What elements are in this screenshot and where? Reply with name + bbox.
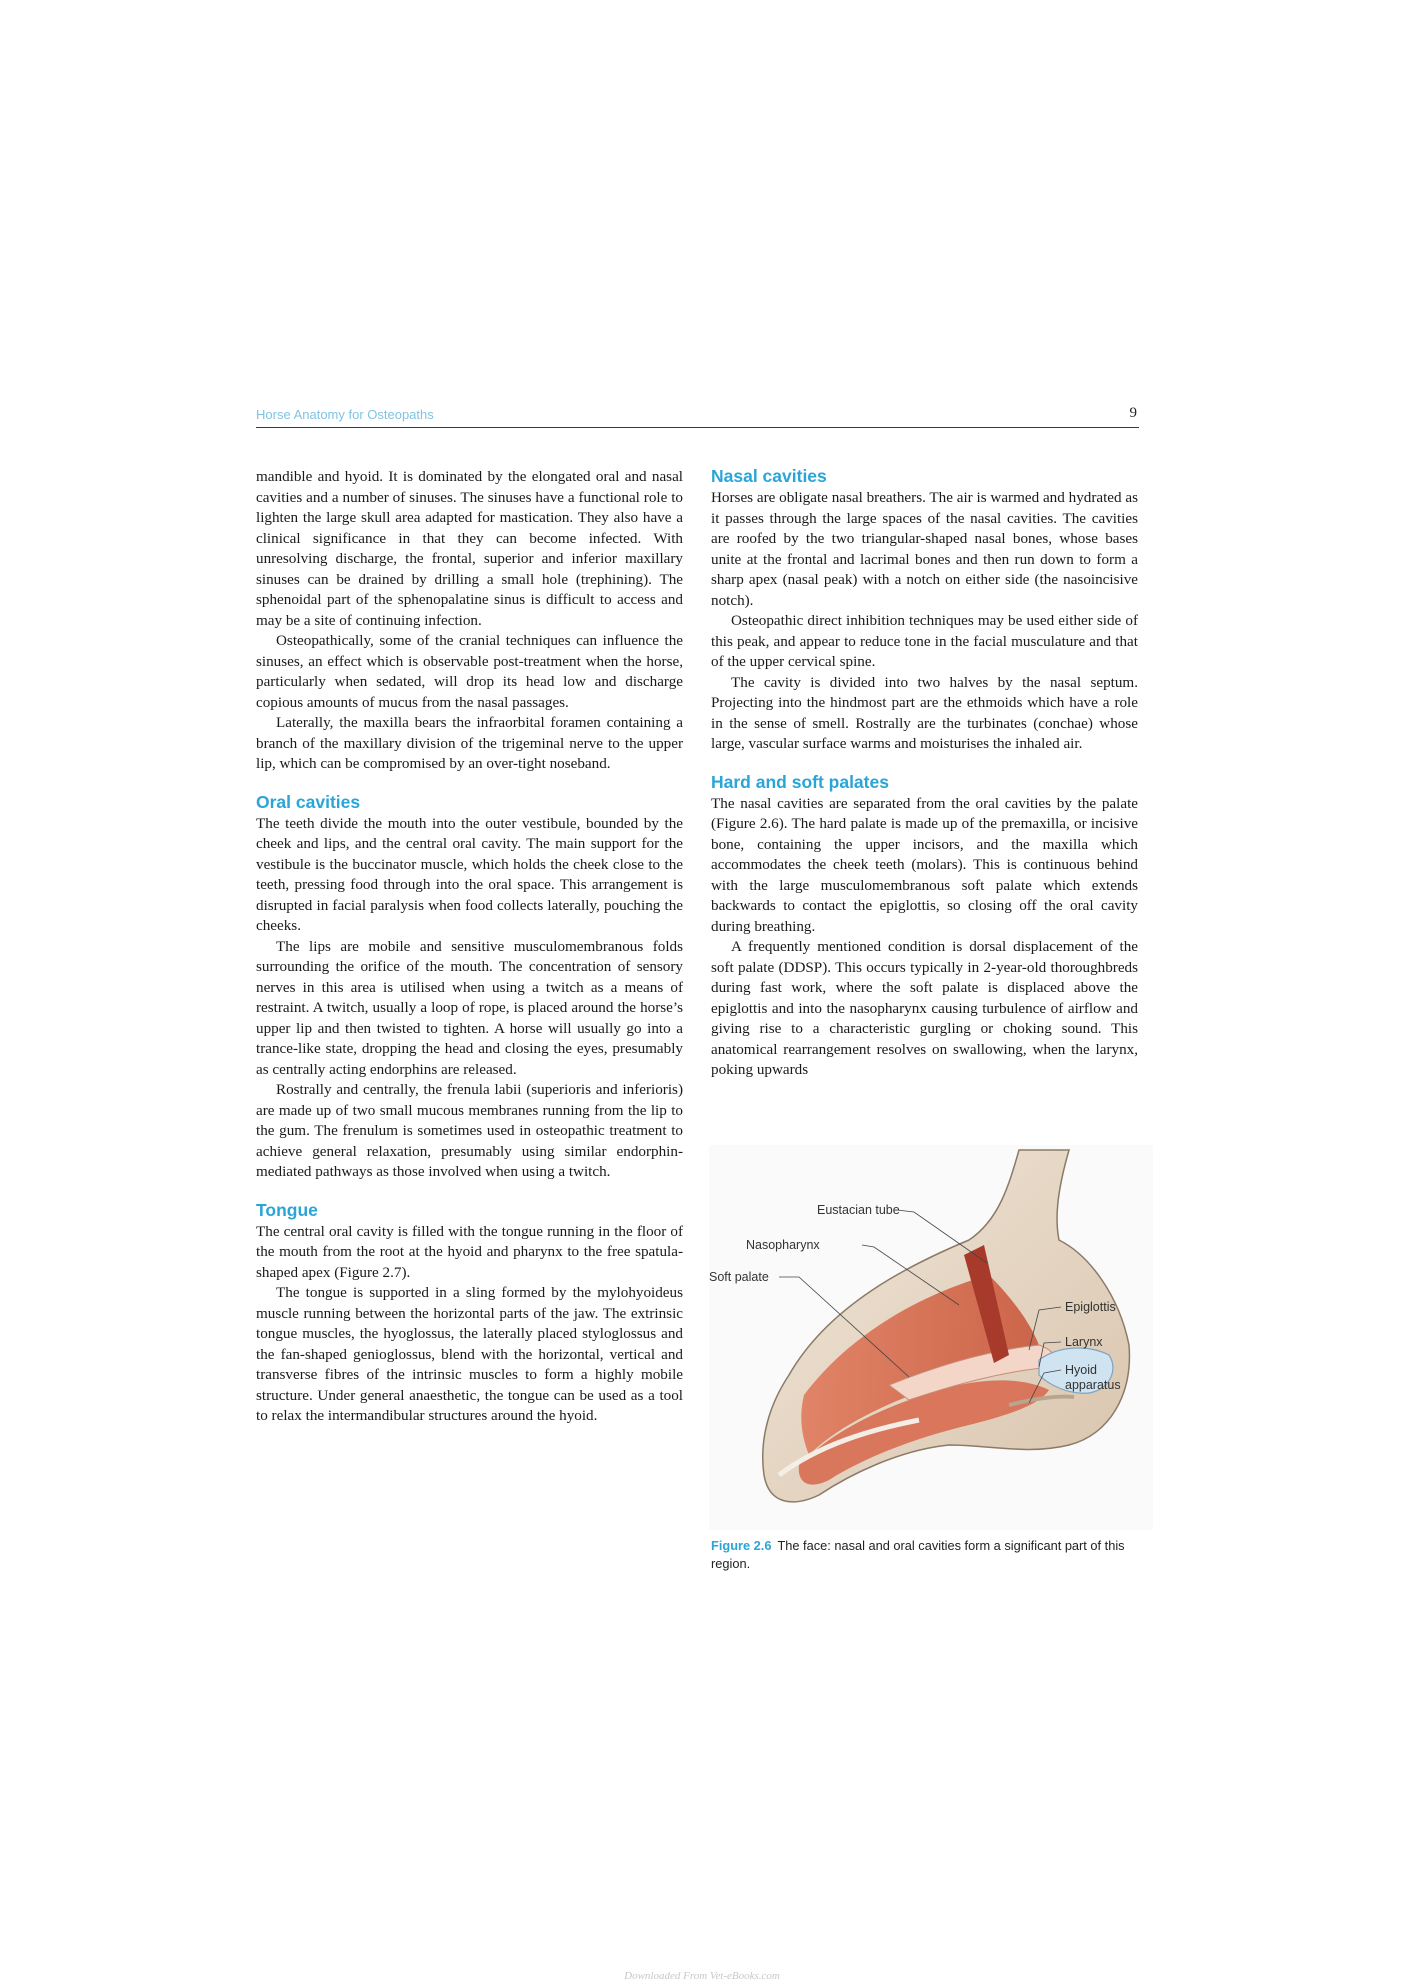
running-head <box>256 405 1139 428</box>
caption-text: The face: nasal and oral cavities form a significant part of this region. <box>711 1538 1125 1571</box>
section-heading-tongue: Tongue <box>256 1199 318 1220</box>
paragraph: The teeth divide the mouth into the outer vestibule, bounded by the cheek and lips, and the central oral cavity. The main support for the vestibule is the buccinator muscle, which holds the cheek close to the teeth, pressing food through into the oral space. This arrangement is disrupted in facial paralysis when food collects laterally, pouching the cheeks. <box>256 814 683 934</box>
label-larynx: Larynx <box>1065 1335 1103 1349</box>
right-column <box>711 465 1138 1081</box>
label-hyoid-apparatus: apparatus <box>1065 1378 1121 1392</box>
paragraph: Horses are obligate nasal breathers. The air is warmed and hydrated as it passes through the large spaces of the nasal cavities. The cavities are roofed by the two triangular-shaped nasal bones, whose bases unite at the frontal and lacrimal bones and then run down to form a sharp apex (nasal peak) with a notch on either side (the nasoincisive notch). <box>711 489 1138 609</box>
section-heading-nasal-cavities: Nasal cavities <box>711 466 827 486</box>
paragraph: The lips are mobile and sensitive musculomembranous folds surrounding the orifice of the mouth. The concentration of sensory nerves in this area is utilised when using a twitch as a means of restraint. A twitch, usually a loop of rope, is placed around the horse’s upper lip and then twisted to tighten. A horse will usually go into a trance-like state, dropping the head and closing the eyes, presumably as centrally acting endorphins are released. <box>256 937 683 1078</box>
paragraph: The central oral cavity is filled with the tongue running in the floor of the mouth from the root at the hyoid and pharynx to the free spatula-shaped apex (Figure 2.7). <box>256 1222 683 1281</box>
label-eustacian-tube: Eustacian tube <box>817 1203 900 1217</box>
paragraph: The nasal cavities are separated from the oral cavities by the palate (Figure 2.6). The hard palate is made up of the premaxilla, or incisive bone, containing the upper incisors, and the maxilla which accommodates the cheek teeth (molars). This is continuous behind with the large musculomembranous soft palate which extends backwards to contact the epiglottis, so closing off the oral cavity during breathing. <box>711 794 1138 935</box>
paragraph: Laterally, the maxilla bears the infraorbital foramen containing a branch of the maxillary division of the trigeminal nerve to the upper lip, which can be compromised by an over-tight noseband. <box>256 714 683 772</box>
left-column <box>256 467 683 1427</box>
paragraph: The cavity is divided into two halves by the nasal septum. Projecting into the hindmost part are the ethmoids which have a role in the sense of smell. Rostrally are the turbinates (conchae) whose large, vascular surface warms and moisturises the inhaled air. <box>711 673 1138 752</box>
paragraph: Rostrally and centrally, the frenula labii (superioris and inferioris) are made up of two small mucous membranes running from the lip to the gum. The frenulum is sometimes used in osteopathic treatment to achieve general relaxation, presumably using similar endorphin-mediated pathways as those involved when using a twitch. <box>256 1081 683 1180</box>
label-soft-palate: Soft palate <box>709 1270 769 1284</box>
running-title: Horse Anatomy for Osteopaths <box>256 407 434 422</box>
paragraph: The tongue is supported in a sling formed by the mylohyoideus muscle running between the horizontal parts of the jaw. The extrinsic tongue muscles, the hyoglossus, the laterally placed styloglossus and the fan-shaped genioglossus, blend with the horizontal, vertical and transverse fibres of the intrinsic muscles to form a highly mobile structure. Under general anaesthetic, the tongue can be used as a tool to relax the intermandibular structures around the hyoid. <box>256 1284 683 1424</box>
section-heading-palates: Hard and soft palates <box>711 771 889 792</box>
section-heading-oral-cavities: Oral cavities <box>256 791 361 812</box>
footer-watermark: Downloaded From Vet-eBooks.com <box>624 1970 780 1982</box>
label-epiglottis: Epiglottis <box>1065 1300 1116 1314</box>
label-nasopharynx: Nasopharynx <box>746 1238 820 1252</box>
page-number: 9 <box>1129 405 1137 421</box>
label-hyoid: Hyoid <box>1065 1363 1097 1377</box>
paragraph: A frequently mentioned condition is dorsal displacement of the soft palate (DDSP). This occurs typically in 2-year-old thoroughbreds during fast work, where the soft palate is displaced above the epiglottis and into the nasopharynx causing turbulence of airflow and giving rise to a characteristic gurgling or choking sound. This anatomical rearrangement resolves on swallowing, when the larynx, poking upwards <box>711 938 1138 1078</box>
caption-figure-number: Figure 2.6 <box>711 1538 772 1553</box>
paragraph: Osteopathically, some of the cranial techniques can influence the sinuses, an effect which is observable post-treatment when the horse, particularly when sedated, will drop its head low and discharge copious amounts of mucus from the nasal passages. <box>256 632 683 711</box>
paragraph: mandible and hyoid. It is dominated by the elongated oral and nasal cavities and a number of sinuses. The sinuses have a functional role to lighten the large skull area adapted for mastication. They also have a clinical significance in that they can become infected. With unresolving discharge, the frontal, superior and inferior maxillary sinuses can be drained by drilling a small hole (trephining). The sphenoidal part of the sphenopalatine sinus is difficult to access and may be a site of continuing infection. <box>256 468 683 629</box>
paragraph: Osteopathic direct inhibition techniques may be used either side of this peak, and appear to reduce tone in the facial musculature and that of the upper cervical spine. <box>711 612 1138 670</box>
figure-caption <box>711 1537 1151 1573</box>
figure-2-6 <box>709 1145 1153 1577</box>
